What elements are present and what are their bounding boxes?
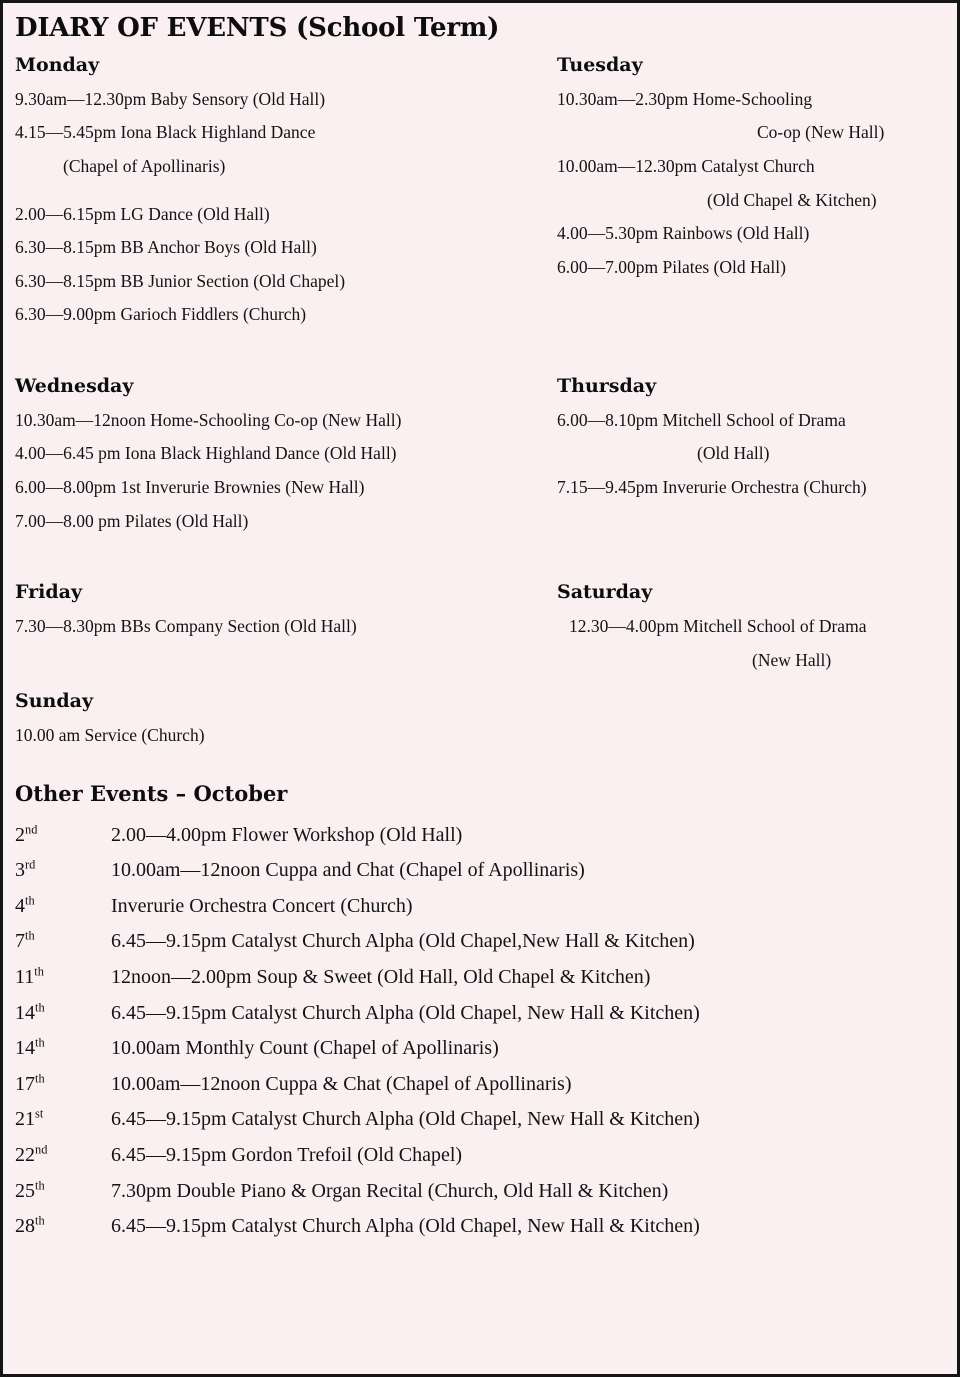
day-heading-wednesday: Wednesday	[15, 375, 134, 397]
day-heading-friday: Friday	[15, 581, 83, 604]
event-item-continuation: (Chapel of Apollinaris)	[63, 156, 226, 177]
event-item: 4.00—6.45 pm Iona Black Highland Dance (Old Hall)	[15, 443, 397, 464]
other-event-date: 22nd	[15, 1142, 48, 1167]
event-item: 7.15—9.45pm Inverurie Orchestra (Church)	[557, 477, 867, 498]
event-item: 6.30—8.15pm BB Anchor Boys (Old Hall)	[15, 237, 317, 258]
day-column-wednesday	[13, 376, 547, 538]
other-event-text: 6.45—9.15pm Catalyst Church Alpha (Old Chapel, New Hall & Kitchen)	[111, 1215, 700, 1238]
event-item: 12.30—4.00pm Mitchell School of Drama	[569, 616, 867, 637]
other-event-row	[13, 818, 945, 854]
spacer	[13, 184, 547, 198]
other-event-date: 17th	[15, 1071, 45, 1095]
other-event-text: 6.45—9.15pm Catalyst Church Alpha (Old Chapel, New Hall & Kitchen)	[111, 1001, 700, 1024]
spacer	[13, 753, 945, 781]
other-event-text: 10.00am—12noon Cuppa and Chat (Chapel of Apollinaris)	[111, 859, 585, 882]
other-events-list	[13, 818, 945, 1245]
day-column-friday	[13, 582, 547, 677]
day-heading-tuesday: Tuesday	[557, 54, 643, 76]
other-event-date: 14th	[15, 1000, 45, 1024]
day-column-monday	[13, 55, 547, 332]
event-item: 7.00—8.00 pm Pilates (Old Hall)	[15, 510, 249, 531]
event-item-continuation: Co-op (New Hall)	[757, 122, 885, 143]
other-event-text: 10.00am Monthly Count (Chapel of Apollinaris)	[111, 1037, 499, 1060]
other-event-date: 28th	[15, 1213, 45, 1238]
event-item: 10.00 am Service (Church)	[15, 725, 205, 746]
other-event-text: 6.45—9.15pm Gordon Trefoil (Old Chapel)	[111, 1144, 463, 1167]
week-row-wed-thu	[13, 376, 945, 538]
other-event-row	[13, 924, 945, 960]
other-event-row	[13, 1138, 945, 1174]
other-event-text: 6.45—9.15pm Catalyst Church Alpha (Old Chapel,New Hall & Kitchen)	[111, 930, 695, 953]
other-event-date: 21st	[15, 1106, 44, 1131]
other-event-row	[13, 889, 945, 925]
day-column-sunday	[13, 691, 945, 752]
other-event-row	[13, 996, 945, 1032]
event-item: 10.30am—12noon Home-Schooling Co-op (New Hall)	[15, 409, 402, 430]
other-event-row	[13, 853, 945, 889]
other-event-text: 7.30pm Double Piano & Organ Recital (Church, Old Hall & Kitchen)	[111, 1179, 669, 1202]
event-item: 10.00am—12.30pm Catalyst Church	[557, 156, 815, 177]
other-event-text: Inverurie Orchestra Concert (Church)	[111, 894, 413, 917]
other-event-text: 2.00—4.00pm Flower Workshop (Old Hall)	[111, 823, 463, 846]
event-item: 4.15—5.45pm Iona Black Highland Dance	[15, 122, 316, 143]
day-column-saturday	[547, 582, 945, 677]
event-item: 6.00—7.00pm Pilates (Old Hall)	[557, 256, 786, 277]
event-item: 7.30—8.30pm BBs Company Section (Old Hall)	[15, 616, 357, 637]
other-event-date: 14th	[15, 1035, 45, 1060]
event-item-continuation: (Old Chapel & Kitchen)	[707, 189, 877, 210]
event-item: 2.00—6.15pm LG Dance (Old Hall)	[15, 203, 270, 224]
other-event-text: 6.45—9.15pm Catalyst Church Alpha (Old Chapel, New Hall & Kitchen)	[111, 1108, 700, 1131]
day-column-tuesday	[547, 55, 945, 332]
day-heading-sunday: Sunday	[15, 690, 93, 713]
week-row-fri-sat	[13, 582, 945, 677]
event-item: 4.00—5.30pm Rainbows (Old Hall)	[557, 223, 810, 244]
page-title: DIARY OF EVENTS (School Term)	[15, 13, 500, 43]
other-event-date: 25th	[15, 1177, 45, 1202]
day-heading-monday: Monday	[15, 54, 100, 76]
day-heading-saturday: Saturday	[557, 581, 653, 604]
other-event-date: 7th	[15, 928, 35, 953]
event-item: 6.30—8.15pm BB Junior Section (Old Chapel)	[15, 270, 346, 291]
event-item: 9.30am—12.30pm Baby Sensory (Old Hall)	[15, 88, 326, 109]
spacer	[13, 538, 945, 582]
other-event-date: 11th	[15, 964, 44, 989]
other-event-text: 10.00am—12noon Cuppa & Chat (Chapel of Apollinaris)	[111, 1072, 572, 1095]
event-item: 6.30—9.00pm Garioch Fiddlers (Church)	[15, 304, 307, 325]
event-item: 6.00—8.10pm Mitchell School of Drama	[557, 409, 846, 430]
other-event-date: 4th	[15, 893, 35, 917]
other-event-row	[13, 1209, 945, 1245]
other-event-row	[13, 1174, 945, 1210]
event-item-continuation: (Old Hall)	[697, 443, 770, 464]
spacer	[13, 677, 945, 691]
other-events-heading: Other Events – October	[15, 780, 288, 806]
event-item: 6.00—8.00pm 1st Inverurie Brownies (New Hall)	[15, 477, 365, 498]
other-event-date: 2nd	[15, 822, 38, 846]
other-event-text: 12noon—2.00pm Soup & Sweet (Old Hall, Old Chapel & Kitchen)	[111, 966, 651, 989]
other-event-row	[13, 1031, 945, 1067]
other-event-row	[13, 1102, 945, 1138]
day-column-thursday	[547, 376, 945, 538]
spacer	[13, 332, 945, 376]
event-item-continuation: (New Hall)	[752, 649, 832, 670]
week-row-mon-tue	[13, 55, 945, 332]
day-heading-thursday: Thursday	[557, 375, 657, 397]
other-event-date: 3rd	[15, 857, 36, 882]
event-item: 10.30am—2.30pm Home-Schooling	[557, 88, 813, 109]
other-event-row	[13, 960, 945, 996]
other-event-row	[13, 1067, 945, 1103]
